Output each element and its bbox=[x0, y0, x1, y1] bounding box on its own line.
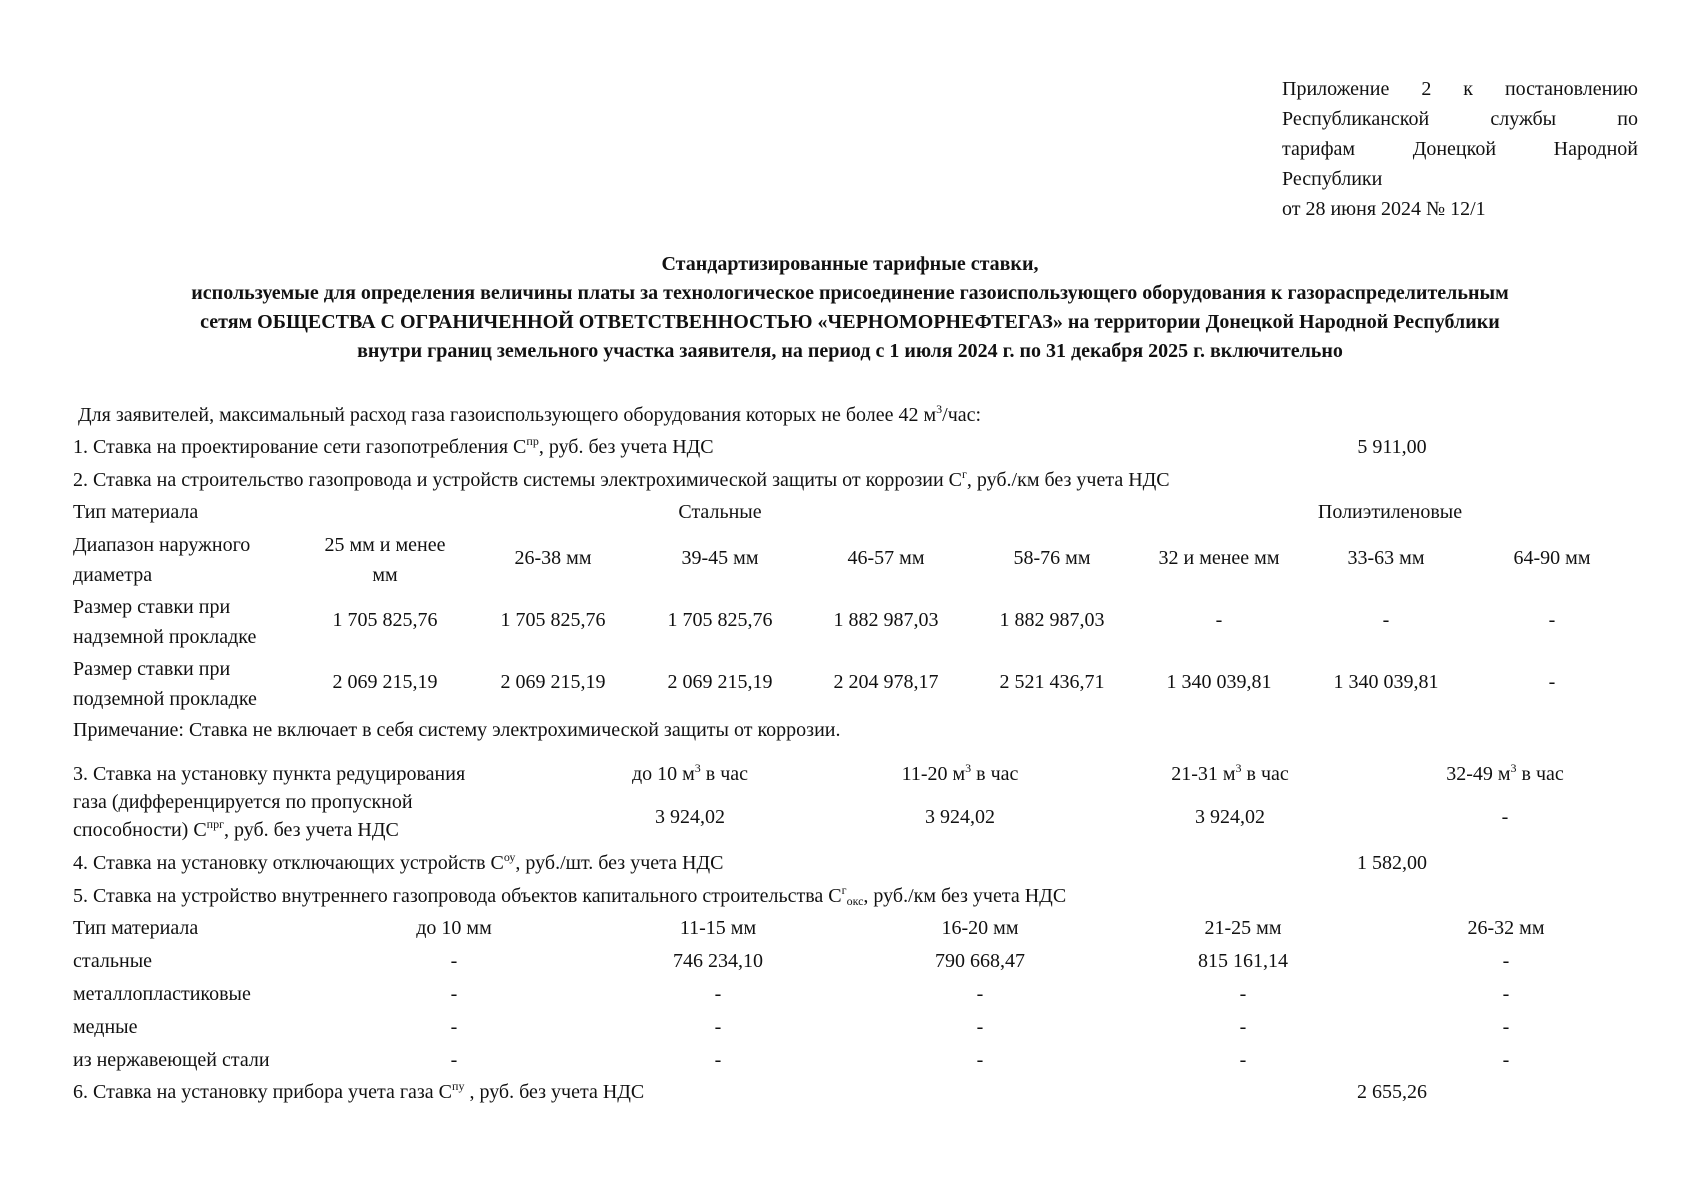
item5-row-label: из нержавеющей стали bbox=[73, 1049, 270, 1071]
appendix-line-4: Республики bbox=[1282, 168, 1383, 190]
item3-line-3: способности) $С^{прг}$, руб. без учета НДС bbox=[73, 817, 399, 841]
item2-under-value: 2 069 215,19 bbox=[332, 671, 438, 693]
document-title bbox=[60, 250, 1640, 366]
item2-diameter-label: Диапазон наружного диаметра bbox=[73, 534, 251, 586]
item2-diameter-6: 33-63 мм bbox=[1347, 547, 1425, 569]
item5-cell: - bbox=[450, 1049, 458, 1071]
item5-cell: - bbox=[450, 950, 458, 972]
item5-row-label: металлопластиковые bbox=[73, 983, 251, 1005]
item5-cell: - bbox=[976, 1049, 984, 1071]
item3-line-2: газа (дифференцируется по пропускной bbox=[73, 791, 413, 813]
item3-range: 21-31 $м^3$ в час bbox=[1171, 761, 1289, 785]
item2-diameter-0: 25 мм и менее мм bbox=[324, 534, 446, 586]
item3-value: - bbox=[1501, 806, 1509, 828]
title-line-3: сетям ОБЩЕСТВА С ОГРАНИЧЕННОЙ ОТВЕТСТВЕННОСТЬЮ «ЧЕРНОМОРНЕФТЕГАЗ» на территории Донецкой Народной Республики bbox=[200, 311, 1500, 333]
item2-steel-header: Стальные bbox=[678, 501, 762, 523]
item5-column: 11-15 мм bbox=[679, 917, 757, 939]
item2-under-label: Размер ставки при подземной прокладке bbox=[73, 658, 257, 710]
item5-cell: 815 161,14 bbox=[1198, 950, 1288, 972]
item5-cell: - bbox=[1239, 1049, 1247, 1071]
item5-column: 26-32 мм bbox=[1467, 917, 1545, 939]
item5-cell: - bbox=[1502, 983, 1510, 1005]
appendix-line-3: тарифам Донецкой Народной bbox=[1282, 138, 1638, 160]
intro-text: Для заявителей, максимальный расход газа газоиспользующего оборудования которых не более 42 $м^3$/час: bbox=[78, 402, 982, 426]
item2-note: Примечание: Ставка не включает в себя систему электрохимической защиты от коррозии. bbox=[73, 719, 841, 741]
item2-under-value: 1 340 039,81 bbox=[1333, 671, 1439, 693]
item2-above-value: 1 705 825,76 bbox=[332, 609, 438, 631]
appendix-line-2: Республиканской службы по bbox=[1282, 108, 1638, 130]
item5-cell: - bbox=[1502, 950, 1510, 972]
title-line-1: Стандартизированные тарифные ставки, bbox=[661, 253, 1039, 275]
item1-value: 5 911,00 bbox=[1357, 436, 1427, 458]
item5-column: 16-20 мм bbox=[941, 917, 1019, 939]
item2-above-value: 1 705 825,76 bbox=[500, 609, 606, 631]
item5-cell: 790 668,47 bbox=[935, 950, 1025, 972]
item5-cell: 746 234,10 bbox=[673, 950, 763, 972]
item2-diameter-1: 26-38 мм bbox=[514, 547, 592, 569]
item4-value: 1 582,00 bbox=[1357, 852, 1427, 874]
item2-under-value: 2 204 978,17 bbox=[833, 671, 939, 693]
item3-value: 3 924,02 bbox=[1195, 806, 1265, 828]
item2-diameter-2: 39-45 мм bbox=[681, 547, 759, 569]
item2-under-value: 1 340 039,81 bbox=[1166, 671, 1272, 693]
item5-cell: - bbox=[450, 1016, 458, 1038]
item2-under-value: 2 521 436,71 bbox=[999, 671, 1105, 693]
appendix-line-1: Приложение 2 к постановлению bbox=[1282, 78, 1638, 100]
item5-cell: - bbox=[1239, 983, 1247, 1005]
item2-diameter-7: 64-90 мм bbox=[1513, 547, 1591, 569]
item3-value: 3 924,02 bbox=[925, 806, 995, 828]
item6-value: 2 655,26 bbox=[1357, 1081, 1427, 1103]
item6-text: 6. Ставка на установку прибора учета газа $С^{пу}$ , руб. без учета НДС bbox=[73, 1079, 645, 1103]
item5-column: 21-25 мм bbox=[1204, 917, 1282, 939]
item2-above-value: 1 705 825,76 bbox=[667, 609, 773, 631]
item2-diameter-4: 58-76 мм bbox=[1013, 547, 1091, 569]
item5-column: до 10 мм bbox=[416, 917, 492, 939]
item2-above-value: - bbox=[1382, 609, 1390, 631]
item5-cell: - bbox=[714, 983, 722, 1005]
appendix-line-5: от 28 июня 2024 № 12/1 bbox=[1282, 198, 1486, 220]
item5-cell: - bbox=[1502, 1016, 1510, 1038]
appendix-header bbox=[1282, 74, 1638, 224]
title-line-4: внутри границ земельного участка заявителя, на период с 1 июля 2024 г. по 31 декабря 2025 г. включительно bbox=[357, 340, 1343, 362]
item2-diameter-5: 32 и менее мм bbox=[1158, 547, 1280, 569]
item2-above-label: Размер ставки при надземной прокладке bbox=[73, 596, 257, 648]
item3-value: 3 924,02 bbox=[655, 806, 725, 828]
item5-cell: - bbox=[976, 983, 984, 1005]
item4-text: 4. Ставка на установку отключающих устройств $С^{оу}$, руб./шт. без учета НДС bbox=[73, 850, 724, 874]
item2-under-value: 2 069 215,19 bbox=[500, 671, 606, 693]
item5-cell: - bbox=[976, 1016, 984, 1038]
item3-range: 11-20 $м^3$ в час bbox=[901, 761, 1019, 785]
item2-material-label: Тип материала bbox=[73, 501, 199, 523]
item2-under-value: - bbox=[1548, 671, 1556, 693]
item5-text: 5. Ставка на устройство внутреннего газопровода объектов капитального строительства $С^г_{окс}$, руб./км без учета НДС bbox=[73, 883, 1067, 908]
item2-poly-header: Полиэтиленовые bbox=[1317, 501, 1463, 523]
item2-diameter-3: 46-57 мм bbox=[847, 547, 925, 569]
item1-text: 1. Ставка на проектирование сети газопотребления $С^{пр}$, руб. без учета НДС bbox=[73, 434, 714, 458]
item2-above-value: 1 882 987,03 bbox=[999, 609, 1105, 631]
item2-above-value: - bbox=[1548, 609, 1556, 631]
item5-cell: - bbox=[1239, 1016, 1247, 1038]
item3-range: 32-49 $м^3$ в час bbox=[1446, 761, 1564, 785]
item5-cell: - bbox=[1502, 1049, 1510, 1071]
item5-row-label: стальные bbox=[73, 950, 153, 972]
item2-above-value: 1 882 987,03 bbox=[833, 609, 939, 631]
item5-row-label: медные bbox=[73, 1016, 138, 1038]
item5-cell: - bbox=[714, 1016, 722, 1038]
title-line-2: используемые для определения величины платы за технологическое присоединение газоиспользующего оборудования к газораспределительным bbox=[191, 282, 1509, 304]
item3-range: до 10 $м^3$ в час bbox=[631, 761, 749, 785]
item5-cell: - bbox=[714, 1049, 722, 1071]
item2-under-value: 2 069 215,19 bbox=[667, 671, 773, 693]
item2-above-value: - bbox=[1215, 609, 1223, 631]
item5-cell: - bbox=[450, 983, 458, 1005]
item2-text: 2. Ставка на строительство газопровода и устройств системы электрохимической защиты от коррозии $С^г$, руб./км без учета НДС bbox=[73, 467, 1170, 491]
item3-line-1: 3. Ставка на установку пункта редуцирования bbox=[73, 763, 466, 785]
item5-material-label: Тип материала bbox=[73, 917, 199, 939]
